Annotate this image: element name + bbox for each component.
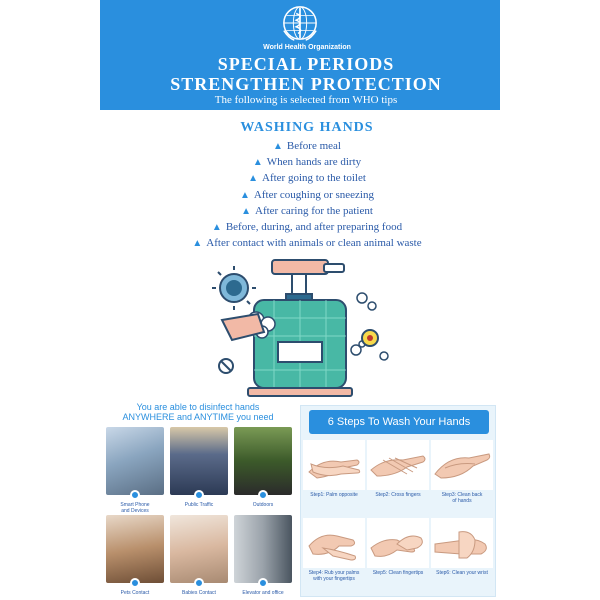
header-banner — [100, 0, 500, 110]
triangle-bullet-icon: ▲ — [273, 141, 283, 152]
organization-name: World Health Organization — [263, 44, 351, 51]
washing-hands-heading: WASHING HANDS — [240, 120, 374, 135]
tip-item — [100, 205, 500, 221]
tip-text: Before meal — [286, 140, 341, 152]
photo-pets-contact — [106, 515, 164, 583]
photo-public-traffic — [170, 427, 228, 495]
disinfect-heading-line2: ANYWHERE and ANYTIME you need — [122, 412, 274, 422]
step-label: Step2: Cross fingers — [375, 492, 421, 498]
tip-item — [100, 172, 500, 188]
usage-label: Smart Phone and Devices — [120, 502, 150, 514]
step-label: Step6: Clean your wrist — [436, 570, 488, 576]
dot-marker-icon — [258, 490, 268, 500]
photo-smart-phone — [106, 427, 164, 495]
usage-label: Pets Contact — [120, 590, 150, 596]
photo-elevator-office — [234, 515, 292, 583]
triangle-bullet-icon: ▲ — [192, 238, 203, 250]
dot-marker-icon — [194, 578, 204, 588]
tip-text: After going to the toilet — [262, 172, 366, 185]
photo-outdoors — [234, 427, 292, 495]
virus-icon — [212, 266, 256, 310]
step-label: Step1: Palm opposite — [310, 492, 358, 498]
step-label: Step4: Rub your palms with your fingertips — [308, 570, 360, 582]
usage-label: Outdoors — [252, 502, 274, 508]
usage-label: Public Traffic — [184, 502, 214, 508]
virus-icon — [362, 330, 378, 346]
tip-text: After contact with animals or clean animal waste — [206, 237, 422, 250]
dot-marker-icon — [258, 578, 268, 588]
back-of-hands-icon — [431, 440, 493, 490]
dot-marker-icon — [130, 578, 140, 588]
soap-bottle-illustration — [212, 258, 392, 400]
triangle-bullet-icon: ▲ — [252, 157, 263, 169]
tip-item — [100, 237, 500, 253]
who-poster — [100, 0, 500, 600]
disinfect-heading-line1: You are able to disinfect hands — [136, 402, 260, 412]
cross-fingers-hands-icon — [367, 440, 429, 490]
clean-wrist-icon — [431, 518, 493, 568]
poster-subtitle: The following is selected from WHO tips — [214, 94, 398, 106]
tip-text: When hands are dirty — [266, 156, 362, 169]
triangle-bullet-icon: ▲ — [248, 173, 259, 185]
tip-item — [100, 156, 500, 172]
tip-text: After coughing or sneezing — [253, 188, 374, 201]
six-steps-heading: 6 Steps To Wash Your Hands — [309, 410, 489, 434]
tip-text: After caring for the patient — [255, 204, 373, 217]
step-label: Step5: Clean fingertips — [372, 570, 424, 576]
usage-label: Babies Contact — [182, 590, 216, 596]
tip-item — [100, 221, 500, 237]
tip-text: Before, during, and after preparing food — [225, 220, 403, 233]
disinfect-heading — [100, 402, 296, 422]
clean-fingertips-icon — [367, 518, 429, 568]
dot-marker-icon — [194, 490, 204, 500]
triangle-bullet-icon: ▲ — [240, 189, 250, 201]
dot-marker-icon — [130, 490, 140, 500]
six-steps-panel — [300, 405, 496, 597]
usage-label: Elevator and office — [242, 590, 284, 596]
tip-item — [100, 140, 500, 156]
poster-title-line1: SPECIAL PERIODS — [217, 54, 395, 74]
washing-tips-list — [100, 140, 500, 253]
triangle-bullet-icon: ▲ — [241, 205, 251, 217]
who-emblem-icon — [281, 4, 319, 42]
palm-opposite-hands-icon — [303, 440, 365, 490]
photo-babies-contact — [170, 515, 228, 583]
triangle-bullet-icon: ▲ — [211, 221, 222, 233]
rub-palms-fingertips-icon — [303, 518, 365, 568]
poster-title-line2: STRENGTHEN PROTECTION — [170, 74, 442, 94]
step-label: Step3: Clean back of hands — [441, 492, 483, 504]
tip-item — [100, 189, 500, 205]
